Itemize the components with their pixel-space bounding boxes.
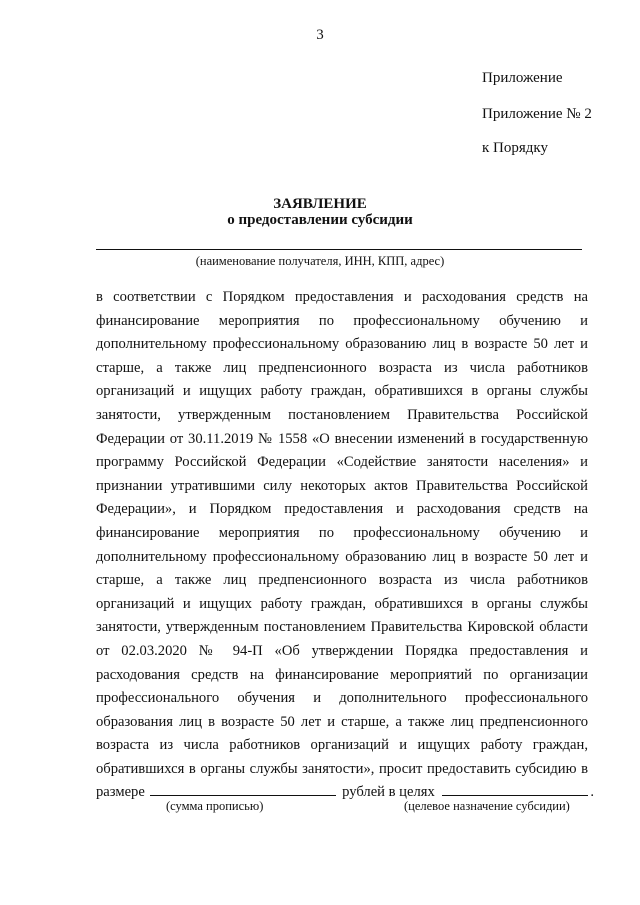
body-line: организаций и ищущих работу граждан, обратившихся в органы службы [96, 383, 588, 400]
application-body [96, 286, 595, 805]
document-subtitle: о предоставлении субсидии [227, 212, 413, 228]
page-number: 3 [316, 27, 324, 43]
body-line: профессионального обучения и дополнительного профессионального [96, 690, 588, 707]
body-line: дополнительному профессиональному образованию лиц в возрасте 50 лет и [96, 336, 588, 353]
body-line: Федерации», и Порядком предоставления и расходования средств на [96, 501, 588, 518]
body-line: от 02.03.2020 № 94-П «Об утверждении Порядка предоставления и [96, 642, 588, 659]
body-line: занятости, утвержденным постановлением Правительства Российской [96, 406, 588, 423]
body-line: финансирование мероприятия по профессиональному обучению и [96, 312, 588, 329]
amount-caption: (сумма прописью) [166, 799, 264, 813]
amount-suffix: . [590, 784, 595, 801]
appendix-number: Приложение № 2 [482, 106, 592, 122]
recipient-blank-line [96, 249, 582, 250]
amount-middle: рублей в целях [342, 784, 435, 801]
body-line: старше, а также лиц предпенсионного возраста из числа работников [96, 359, 588, 376]
appendix-label: Приложение [482, 70, 563, 86]
body-line: дополнительному профессиональному образованию лиц в возрасте 50 лет и [96, 548, 588, 565]
body-line: старше, а также лиц предпенсионного возраста из числа работников [96, 572, 588, 589]
document-title: ЗАЯВЛЕНИЕ [273, 196, 367, 212]
body-line: организаций и ищущих работу граждан, обратившихся в органы службы [96, 595, 588, 612]
body-line: программу Российской Федерации «Содействие занятости населения» и [96, 454, 588, 471]
body-line: расходования средств на финансирование мероприятий по организации [96, 666, 588, 683]
subsidy-purpose-field[interactable] [442, 782, 588, 796]
body-line: обратившихся в органы службы занятости», просит предоставить субсидию в [96, 760, 588, 777]
amount-prefix: размере [96, 784, 145, 801]
appendix-reference: к Порядку [482, 140, 548, 156]
purpose-caption: (целевое назначение субсидии) [404, 799, 570, 813]
body-line: возраста из числа работников организаций и ищущих работу граждан, [96, 737, 588, 754]
subsidy-amount-field[interactable] [150, 782, 336, 796]
recipient-caption: (наименование получателя, ИНН, КПП, адрес) [195, 254, 445, 268]
body-line: Федерации от 30.11.2019 № 1558 «О внесении изменений в государственную [96, 430, 588, 447]
body-line: занятости, утвержденным постановлением Правительства Кировской области [96, 619, 588, 636]
body-line: образования лиц в возрасте 50 лет и старше, а также лиц предпенсионного [96, 713, 588, 730]
body-line: финансирование мероприятия по профессиональному обучению и [96, 524, 588, 541]
body-line: в соответствии с Порядком предоставления и расходования средств на [96, 289, 588, 305]
body-line: признании утратившими силу некоторых актов Правительства Российской [96, 477, 588, 494]
